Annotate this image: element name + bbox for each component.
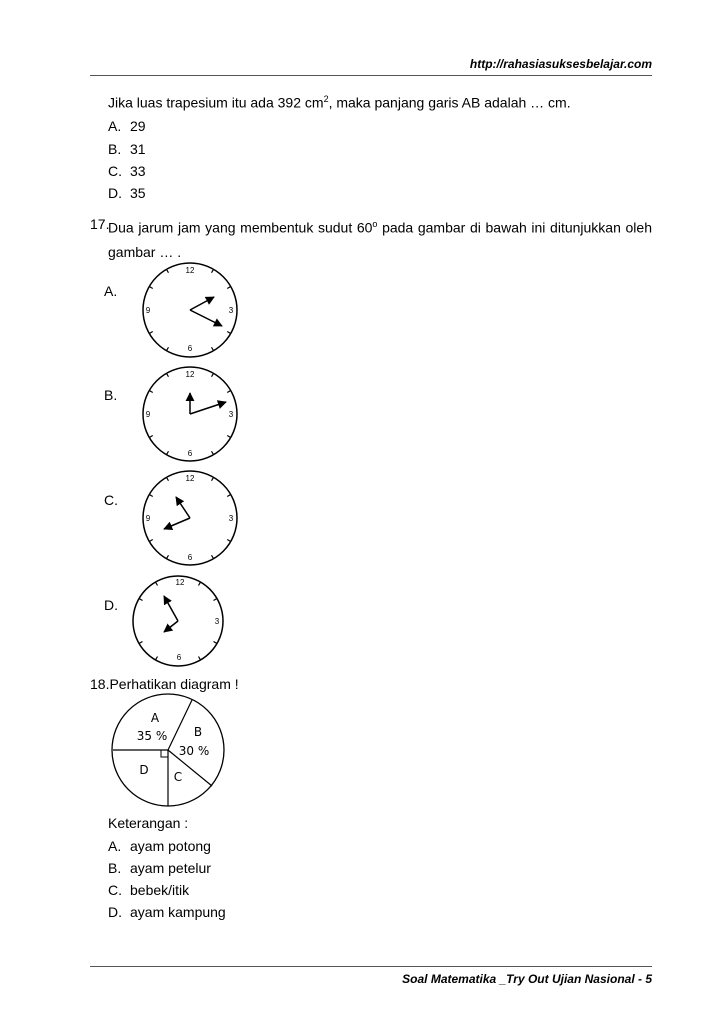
- pie-right-angle-mark: [161, 750, 168, 757]
- header-url: http://rahasiasuksesbelajar.com: [469, 57, 652, 71]
- q17-stem-pre: Dua jarum jam yang membentuk sudut 60: [108, 219, 373, 236]
- q17-number: 17.: [90, 216, 110, 232]
- clock-tick: [199, 657, 201, 660]
- clock-tick: [212, 477, 214, 480]
- clock-a: [143, 263, 237, 357]
- clock-tick: [227, 332, 230, 334]
- legend-letter: A.: [108, 838, 122, 854]
- clock-b-num-12: 12: [185, 370, 195, 379]
- clock-d-num-3: 3: [214, 617, 220, 626]
- legend-item-a: [108, 838, 211, 854]
- clock-tick: [139, 599, 142, 601]
- q17-stem-post: pada gambar di bawah ini ditunjukkan oleh gambar … .: [108, 219, 652, 260]
- clock-tick: [149, 391, 152, 393]
- clock-c-num-3: 3: [228, 514, 234, 523]
- clock-tick: [227, 391, 230, 393]
- legend-item-b: [108, 860, 211, 876]
- clock-b-num-3: 3: [228, 410, 234, 419]
- clock-b-letter: B.: [104, 387, 118, 403]
- option-letter: B.: [108, 141, 122, 157]
- legend-text: ayam kampung: [130, 904, 226, 920]
- option-text: 33: [130, 163, 146, 179]
- clock-d-hand-2: [164, 621, 178, 632]
- clock-tick: [212, 373, 214, 376]
- clock-tick: [212, 451, 214, 454]
- option-text: 35: [130, 185, 146, 201]
- clock-a-letter: A.: [104, 283, 118, 299]
- legend-letter: D.: [108, 904, 122, 920]
- pie-divider-ab: [168, 700, 192, 750]
- legend-text: bebek/itik: [130, 882, 190, 898]
- legend-letter: C.: [108, 882, 122, 898]
- clock-tick: [167, 451, 169, 454]
- clock-tick: [139, 642, 142, 644]
- clock-d-num-6: 6: [176, 653, 182, 662]
- pie-pct-a: 35 %: [136, 729, 168, 743]
- q18-number: 18.: [90, 676, 110, 692]
- option-letter: A.: [108, 118, 122, 134]
- option-text: 29: [130, 118, 146, 134]
- legend-title: Keterangan :: [108, 815, 189, 831]
- legend-item-d: [108, 904, 226, 920]
- clock-tick: [167, 555, 169, 558]
- footer-text: Soal Matematika _Try Out Ujian Nasional - 5: [402, 972, 652, 986]
- clock-b-num-9: 9: [145, 410, 151, 419]
- clock-a-num-6: 6: [187, 344, 193, 353]
- clock-tick: [199, 582, 201, 585]
- clock-tick: [214, 599, 217, 601]
- q17-stem-sup: o: [372, 219, 378, 229]
- clock-tick: [167, 373, 169, 376]
- clock-tick: [149, 495, 152, 497]
- clock-c-letter: C.: [104, 492, 118, 508]
- clock-b-hand-2: [190, 402, 226, 414]
- q16-stem-sup: 2: [323, 94, 329, 104]
- clock-tick: [227, 495, 230, 497]
- legend-text: ayam petelur: [130, 860, 211, 876]
- clock-tick: [212, 269, 214, 272]
- clock-c: [143, 471, 237, 565]
- pie-label-d: D: [139, 763, 149, 777]
- clock-tick: [156, 657, 158, 660]
- clock-d-num-12: 12: [175, 578, 185, 587]
- pie-label-b: B: [193, 725, 203, 739]
- clock-b: [143, 367, 237, 461]
- clock-tick: [227, 436, 230, 438]
- clock-tick: [167, 347, 169, 350]
- option-letter: C.: [108, 163, 122, 179]
- clock-c-num-9: 9: [145, 514, 151, 523]
- clock-c-num-6: 6: [187, 553, 193, 562]
- clock-a-num-3: 3: [228, 306, 234, 315]
- clock-tick: [212, 555, 214, 558]
- clock-tick: [212, 347, 214, 350]
- clock-d-letter: D.: [104, 597, 118, 613]
- clock-a-num-9: 9: [145, 306, 151, 315]
- pie-label-a: A: [150, 711, 160, 725]
- q16-stem-pre: Jika luas trapesium itu ada 392 cm: [108, 94, 324, 111]
- clock-a-num-12: 12: [185, 266, 195, 275]
- option-letter: D.: [108, 185, 122, 201]
- q18-stem: [90, 676, 239, 692]
- pie-diagram: [112, 694, 224, 806]
- clock-d: [133, 576, 223, 666]
- legend-text: ayam potong: [130, 838, 211, 854]
- clock-c-hand-1: [176, 497, 190, 518]
- clock-tick: [167, 477, 169, 480]
- pie-pct-b: 30 %: [178, 744, 210, 758]
- clock-b-num-6: 6: [187, 449, 193, 458]
- footer-rule: [90, 966, 652, 967]
- q16-stem-post: , maka panjang garis AB adalah … cm.: [328, 94, 571, 111]
- clock-a-hand-2: [190, 310, 222, 326]
- clock-tick: [167, 269, 169, 272]
- clock-a-hand-1: [190, 297, 214, 310]
- clock-tick: [149, 436, 152, 438]
- pie-label-c: C: [173, 770, 183, 784]
- clock-tick: [227, 540, 230, 542]
- legend-item-c: [108, 882, 189, 898]
- clock-tick: [149, 287, 152, 289]
- clock-tick: [149, 540, 152, 542]
- clock-c-num-12: 12: [185, 474, 195, 483]
- q18-stem-text: Perhatikan diagram !: [109, 676, 239, 692]
- clock-c-hand-2: [164, 518, 190, 529]
- clock-tick: [214, 642, 217, 644]
- clock-d-hand-1: [164, 596, 178, 621]
- clock-tick: [149, 332, 152, 334]
- clock-tick: [227, 287, 230, 289]
- clock-tick: [156, 582, 158, 585]
- legend-letter: B.: [108, 860, 122, 876]
- option-text: 31: [130, 141, 146, 157]
